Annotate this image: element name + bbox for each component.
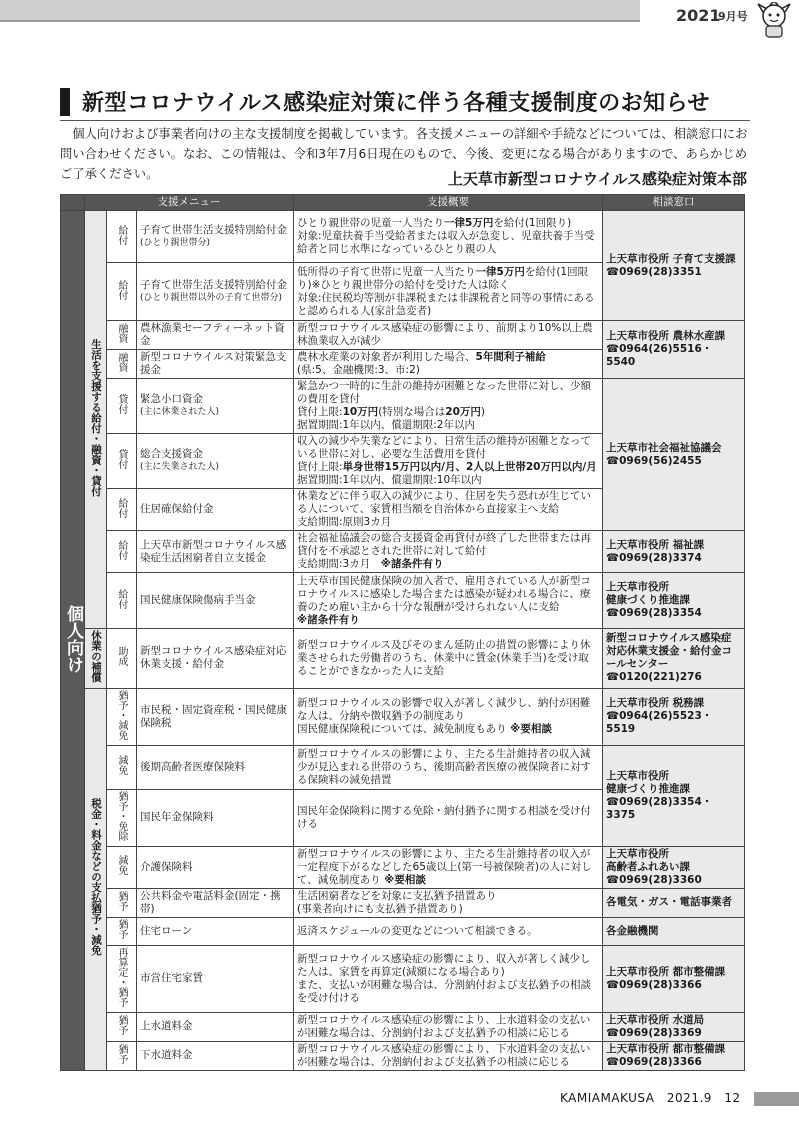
summary-cell: 新型コロナウイルスの影響により、主たる生計維持者の収入が一定程度下がるなどした65歳以上(第一号被保険者)の人に対して、減免制度あり ※要相談: [294, 846, 603, 888]
issue-year: 2021: [676, 6, 721, 25]
contact-cell: 上天草市社会福祉協議会 ☎0969(56)2455: [603, 379, 745, 531]
menu-cell: 子育て世帯生活支援特別給付金 (ひとり親世帯以外の子育て世帯分): [137, 263, 294, 321]
header-contact: 相談窓口: [603, 195, 745, 211]
type-cell: 給付: [107, 263, 137, 321]
type-cell: 融資: [107, 350, 137, 379]
type-cell: 給付: [107, 531, 137, 573]
type-cell: 融資: [107, 321, 137, 350]
header-summary: 支援概要: [294, 195, 603, 211]
menu-cell: 後期高齢者医療保険料: [137, 745, 294, 789]
signature: 上天草市新型コロナウイルス感染症対策本部: [447, 170, 747, 188]
menu-cell: 農林漁業セーフティーネット資金: [137, 321, 294, 350]
type-cell: 再算定・猶予: [107, 945, 137, 1012]
summary-cell: 休業などに伴う収入の減少により、住居を失う恐れが生じている人について、家賃相当額を自治体から直接家主へ支給 支給期間:原則3カ月: [294, 489, 603, 531]
header-band: [0, 0, 640, 22]
group-label: 個人向け: [61, 211, 85, 1071]
page-footer: KAMIAMAKUSA 2021.9 12: [560, 1091, 741, 1105]
type-cell: 減免: [107, 745, 137, 789]
page-title: [60, 86, 760, 120]
menu-cell: 介護保険料: [137, 846, 294, 888]
category-tax: 税金・料金などの支払猶予・減免: [85, 688, 107, 1070]
contact-cell: 上天草市役所 農林水産課 ☎0964(26)5516・5540: [603, 321, 745, 379]
contact-cell: 上天草市役所 子育て支援課 ☎0969(28)3351: [603, 211, 745, 321]
table-row: [61, 573, 745, 629]
table-row: [61, 321, 745, 350]
summary-cell: 新型コロナウイルス感染症の影響により、収入が著しく減少した人は、家賃を再算定(減額になる場合あり) また、支払いが困難な場合は、分割納付および支払猶予の相談を受け付ける: [294, 945, 603, 1012]
table-row: [61, 846, 745, 888]
contact-cell: 上天草市役所 健康づくり推進課 ☎0969(28)3354・3375: [603, 745, 745, 846]
summary-cell: 新型コロナウイルス及びそのまん延防止の措置の影響により休業させられた労働者のうち、休業中に賃金(休業手当)を受け取ることができなかった人に支給: [294, 629, 603, 689]
table-row: [61, 379, 745, 434]
contact-cell: 各金融機関: [603, 917, 745, 945]
type-cell: 給付: [107, 573, 137, 629]
title-bar: [60, 88, 70, 116]
type-cell: 猶予: [107, 1041, 137, 1070]
contact-cell: 上天草市役所 水道局 ☎0969(28)3369: [603, 1012, 745, 1041]
category-leave: 休業の補償: [85, 629, 107, 689]
summary-cell: 生活困窮者などを対象に支払猶予措置あり (事業者向けにも支払猶予措置あり): [294, 888, 603, 917]
type-cell: 猶予: [107, 1012, 137, 1041]
summary-cell: ひとり親世帯の児童一人当たり一律5万円を給付(1回限り) 対象:児童扶養手当受給者または収入が急変し、児童扶養手当受給者と同じ水準になっているひとり親の人: [294, 211, 603, 263]
type-cell: 貸付: [107, 434, 137, 489]
summary-cell: 農林水産業の対象者が利用した場合、5年間利子補給 (県:5、金融機関:3、市:2): [294, 350, 603, 379]
type-cell: 猶予: [107, 888, 137, 917]
type-cell: 貸付: [107, 379, 137, 434]
menu-cell: 住宅ローン: [137, 917, 294, 945]
header-menu: 支援メニュー: [85, 195, 294, 211]
type-cell: 給付: [107, 211, 137, 263]
summary-cell: 国民年金保険料に関する免除・納付猶予に関する相談を受け付ける: [294, 789, 603, 846]
type-cell: 猶予・免除: [107, 789, 137, 846]
contact-cell: 上天草市役所 税務課 ☎0964(26)5523・5519: [603, 688, 745, 745]
type-cell: 減免: [107, 846, 137, 888]
table-row: [61, 531, 745, 573]
summary-cell: 新型コロナウイルス感染症の影響により、前期より10%以上農林漁業収入が減少: [294, 321, 603, 350]
table-row: [61, 688, 745, 745]
summary-cell: 新型コロナウイルス感染症の影響により、上水道料金の支払いが困難な場合は、分割納付および支払猶予の相談に応じる: [294, 1012, 603, 1041]
title-text: 新型コロナウイルス感染症対策に伴う各種支援制度のお知らせ: [82, 91, 711, 116]
summary-cell: 新型コロナウイルス感染症の影響により、下水道料金の支払いが困難な場合は、分割納付および支払猶予の相談に応じる: [294, 1041, 603, 1070]
type-cell: 給付: [107, 489, 137, 531]
menu-cell: 市営住宅家賃: [137, 945, 294, 1012]
type-cell: 助成: [107, 629, 137, 689]
menu-cell: 総合支援資金 (主に失業された人): [137, 434, 294, 489]
contact-cell: 上天草市役所 健康づくり推進課 ☎0969(28)3354: [603, 573, 745, 629]
table-row: [61, 1041, 745, 1070]
contact-cell: 上天草市役所 都市整備課 ☎0969(28)3366: [603, 1041, 745, 1070]
menu-cell: 市民税・固定資産税・国民健康保険税: [137, 688, 294, 745]
table-row: [61, 629, 745, 689]
table-row: [61, 917, 745, 945]
table-header-row: [61, 195, 745, 211]
menu-cell: 子育て世帯生活支援特別給付金 (ひとり親世帯分): [137, 211, 294, 263]
menu-cell: 新型コロナウイルス対策緊急支援金: [137, 350, 294, 379]
contact-cell: 新型コロナウイルス感染症対応休業支援金・給付金コールセンター ☎0120(221)276: [603, 629, 745, 689]
summary-cell: 低所得の子育て世帯に児童一人当たり一律5万円を給付(1回限り)※ひとり親世帯分の給付を受けた人は除く 対象:住民税均等割が非課税または非課税者と同等の事情にあると認められる人(家計急変者): [294, 263, 603, 321]
intro-paragraph: 個人向けおよび事業者向けの主な支援制度を掲載しています。各支援メニューの詳細や手続などについては、相談窓口にお問い合わせください。なお、この情報は、令和3年7月6日現在のもので、今後、変更になる場合がありますので、あらかじめご了承ください。: [60, 127, 748, 181]
table-row: [61, 211, 745, 263]
mascot-icon: [752, 2, 796, 38]
summary-cell: 新型コロナウイルスの影響により、主たる生計維持者の収入減少が見込まれる世帯のうち、後期高齢者医療の被保険者に対する保険料の減免措置: [294, 745, 603, 789]
summary-cell: 緊急かつ一時的に生計の維持が困難となった世帯に対し、少額の費用を貸付 貸付上限:10万円(特別な場合は20万円) 据置期間:1年以内、償還期限:2年以内: [294, 379, 603, 434]
issue-month: 9月号: [718, 10, 748, 23]
menu-cell: 国民健康保険傷病手当金: [137, 573, 294, 629]
summary-cell: 収入の減少や失業などにより、日常生活の維持が困難となっている世帯に対し、必要な生活費用を貸付 貸付上限:単身世帯15万円以内/月、2人以上世帯20万円以内/月 据置期間:1年以内、償還期限:10年以内: [294, 434, 603, 489]
summary-cell: 上天草市国民健康保険の加入者で、雇用されている人が新型コロナウイルスに感染した場合または感染が疑われる場合に、療養のため雇い主から十分な報酬が受けられない人に支給 ※諸条件有り: [294, 573, 603, 629]
contact-cell: 上天草市役所 福祉課 ☎0969(28)3374: [603, 531, 745, 573]
menu-cell: 上水道料金: [137, 1012, 294, 1041]
contact-cell: 上天草市役所 都市整備課 ☎0969(28)3366: [603, 945, 745, 1012]
header-blank: [61, 195, 85, 211]
table-row: [61, 745, 745, 789]
summary-cell: 返済スケジュールの変更などについて相談できる。: [294, 917, 603, 945]
menu-cell: 緊急小口資金 (主に休業された人): [137, 379, 294, 434]
menu-cell: 新型コロナウイルス感染症対応休業支援・給付金: [137, 629, 294, 689]
menu-cell: 下水道料金: [137, 1041, 294, 1070]
menu-cell: 上天草市新型コロナウイルス感染症生活困窮者自立支援金: [137, 531, 294, 573]
support-table: [60, 194, 745, 1071]
menu-cell: 住居確保給付金: [137, 489, 294, 531]
category-living: 生活を支援する給付・融資・貸付: [85, 211, 107, 629]
title-rule: [60, 120, 750, 121]
contact-cell: 各電気・ガス・電話事業者: [603, 888, 745, 917]
summary-cell: 社会福祉協議会の総合支援資金再貸付が終了した世帯または再貸付を不承認とされた世帯に対して給付 支給期間:3カ月 ※諸条件有り: [294, 531, 603, 573]
contact-cell: 上天草市役所 高齢者ふれあい課 ☎0969(28)3360: [603, 846, 745, 888]
menu-cell: 公共料金や電話料金(固定・携帯): [137, 888, 294, 917]
page-header: [0, 0, 799, 38]
table-row: [61, 888, 745, 917]
type-cell: 猶予・減免: [107, 688, 137, 745]
footer-band: [754, 1092, 799, 1106]
summary-cell: 新型コロナウイルスの影響で収入が著しく減少し、納付が困難な人は、分納や徴収猶予の制度あり 国民健康保険税については、減免制度もあり ※要相談: [294, 688, 603, 745]
table-row: [61, 1012, 745, 1041]
menu-cell: 国民年金保険料: [137, 789, 294, 846]
type-cell: 猶予: [107, 917, 137, 945]
table-row: [61, 945, 745, 1012]
